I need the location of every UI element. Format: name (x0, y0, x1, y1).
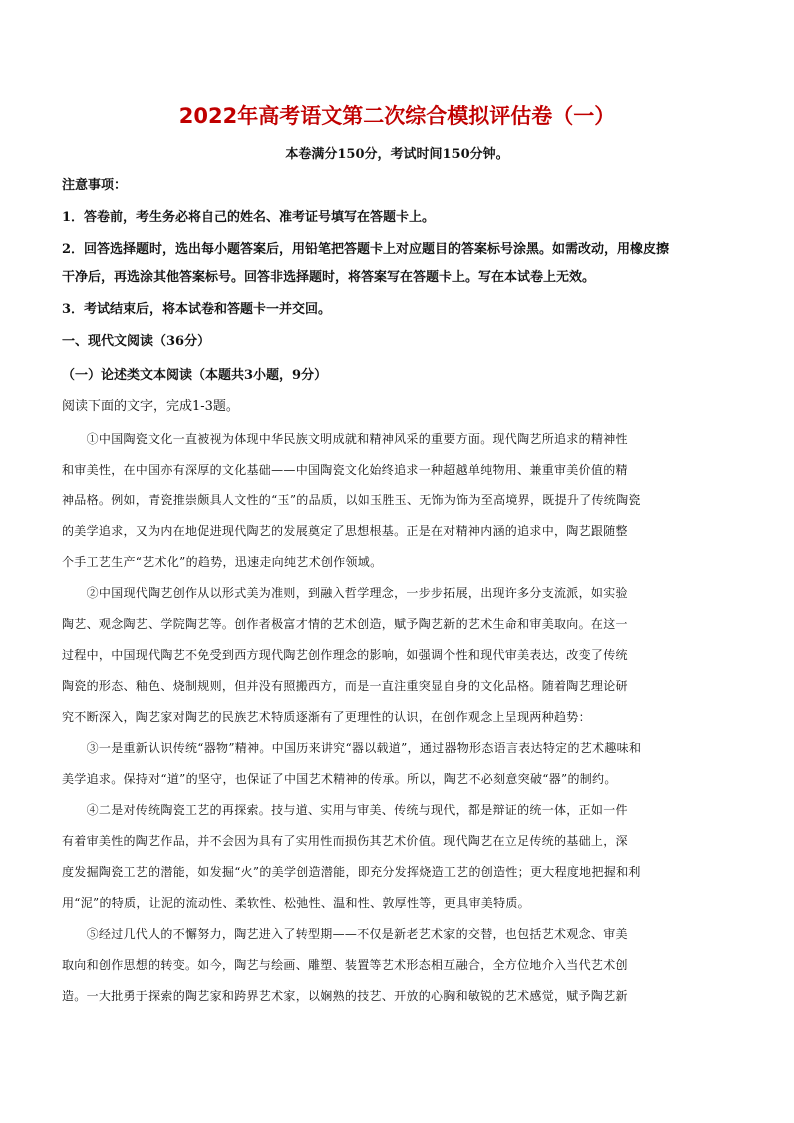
passage-line: 和审美性，在中国亦有深厚的文化基础——中国陶瓷文化始终追求一种超越单纯物用、兼重审美价值的精 (62, 463, 628, 477)
section-heading: 一、现代文阅读（36分） (62, 334, 211, 349)
notice-heading: 注意事项： (62, 178, 128, 193)
passage-line: 陶艺、观念陶艺、学院陶艺等。创作者极富才情的艺术创造，赋予陶艺新的艺术生命和审美取向。在这一 (62, 617, 628, 631)
notice-line: 干净后，再选涂其他答案标号。回答非选择题时，将答案写在答题卡上。写在本试卷上无效。 (62, 270, 596, 285)
passage-line: ⑤经过几代人的不懈努力，陶艺进入了转型期——不仅是新老艺术家的交替，也包括艺术观念、审美 (62, 927, 628, 941)
exam-subtitle: 本卷满分150分，考试时间150分钟。 (285, 147, 509, 162)
passage-line: 用“泥”的特质，让泥的流动性、柔软性、松弛性、温和性、敦厚性等，更具审美特质。 (62, 896, 530, 910)
passage-line: ③一是重新认识传统“器物”精神。中国历来讲究“器以载道”，通过器物形态语言表达特定的艺术趣味和 (62, 741, 642, 755)
passage-line: ②中国现代陶艺创作从以形式美为准则，到融入哲学理念，一步步拓展，出现许多分支流派，如实验 (62, 586, 628, 600)
passage-line: 神品格。例如，青瓷推崇颇具人文性的“玉”的品质，以如玉胜玉、无饰为饰为至高境界，既提升了传统陶瓷 (62, 493, 641, 507)
passage-line: 度发掘陶瓷工艺的潜能，如发掘“火”的美学创造潜能，即充分发挥烧造工艺的创造性；更大程度地把握和利 (62, 865, 641, 879)
passage-line: 的美学追求，又为内在地促进现代陶艺的发展奠定了思想根基。正是在对精神内涵的追求中，陶艺跟随整 (62, 524, 628, 538)
notice-line: 1．答卷前，考生务必将自己的姓名、准考证号填写在答题卡上。 (62, 210, 436, 225)
notice-line: 3．考试结束后，将本试卷和答题卡一并交回。 (62, 302, 332, 317)
passage-line: 究不断深入，陶艺家对陶艺的民族艺术特质逐渐有了更理性的认识，在创作观念上呈现两种趋势： (62, 710, 591, 724)
exam-title: 2022年高考语文第二次综合模拟评估卷（一） (178, 104, 616, 128)
subsection-heading: （一）论述类文本阅读（本题共3小题，9分） (62, 368, 328, 383)
reading-instruction: 阅读下面的文字，完成1-3题。 (62, 399, 239, 414)
passage-line: 个手工艺生产“艺术化”的趋势，迅速走向纯艺术创作领域。 (62, 555, 383, 569)
passage-line: 过程中，中国现代陶艺不免受到西方现代陶艺创作理念的影响，如强调个性和现代审美表达，改变了传统 (62, 648, 628, 662)
passage-line: 有着审美性的陶艺作品，并不会因为具有了实用性而损伤其艺术价值。现代陶艺在立足传统的基础上，深 (62, 834, 628, 848)
passage-line: 美学追求。保持对“道”的坚守，也保证了中国艺术精神的传承。所以，陶艺不必刻意突破“器”的制约。 (62, 772, 617, 786)
passage-line: ①中国陶瓷文化一直被视为体现中华民族文明成就和精神风采的重要方面。现代陶艺所追求的精神性 (62, 432, 628, 446)
passage-line: 造。一大批勇于探索的陶艺家和跨界艺术家，以娴熟的技艺、开放的心胸和敏锐的艺术感觉，赋予陶艺新 (62, 989, 628, 1003)
passage-line: 陶瓷的形态、釉色、烧制规则，但并没有照搬西方，而是一直注重突显自身的文化品格。随着陶艺理论研 (62, 679, 628, 693)
notice-line: 2．回答选择题时，选出每小题答案后，用铅笔把答题卡上对应题目的答案标号涂黑。如需改动，用橡皮擦 (62, 242, 670, 257)
passage-line: ④二是对传统陶瓷工艺的再探索。技与道、实用与审美、传统与现代，都是辩证的统一体，正如一件 (62, 803, 628, 817)
passage-line: 取向和创作思想的转变。如今，陶艺与绘画、雕塑、装置等艺术形态相互融合，全方位地介入当代艺术创 (62, 958, 628, 972)
